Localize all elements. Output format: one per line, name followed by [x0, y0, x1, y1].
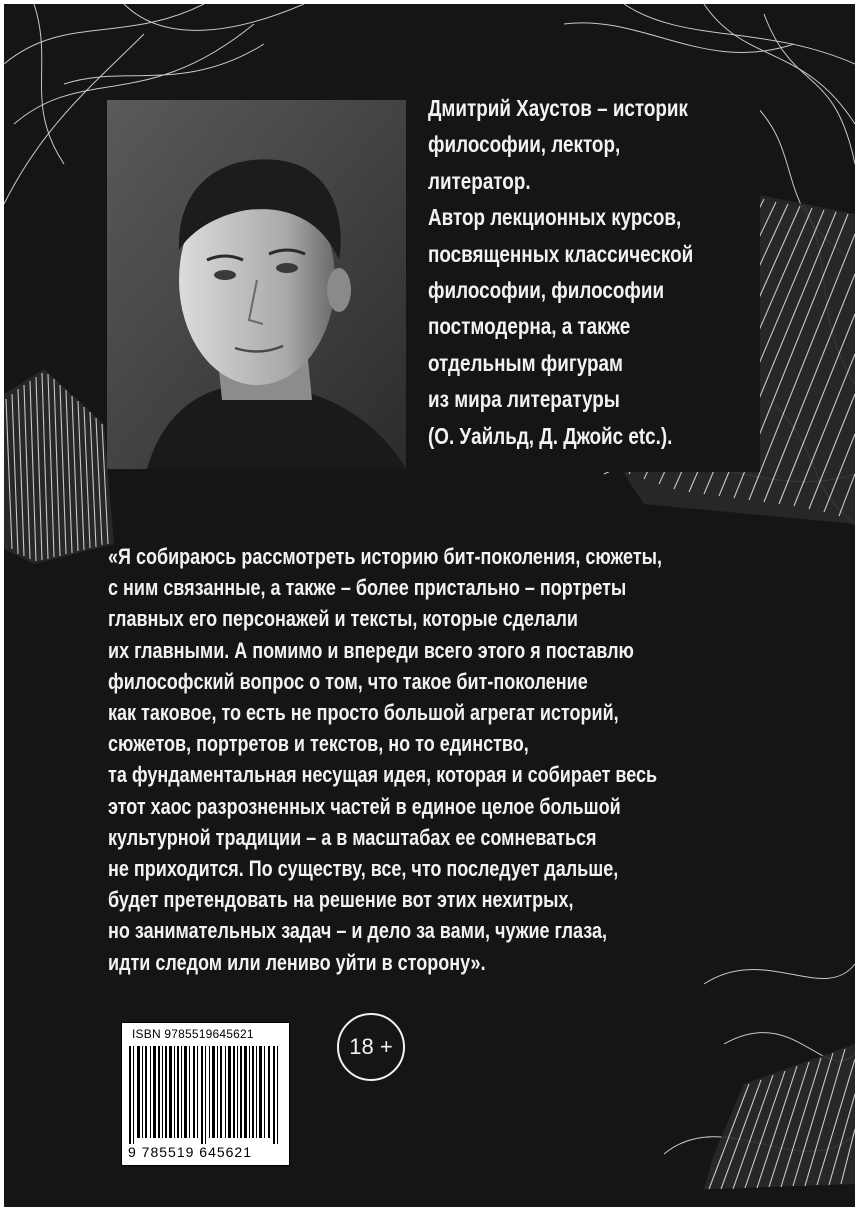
hatched-shape-bottom-right — [704, 1044, 855, 1189]
bio-line: отдельным фигурам — [428, 349, 623, 376]
author-portrait-image — [107, 100, 406, 469]
book-quote — [108, 541, 662, 978]
author-photo — [107, 100, 406, 469]
bio-line: литератор. — [428, 167, 531, 194]
isbn-digits: 9 785519 645621 — [128, 1144, 252, 1160]
quote-line: но занимательных задач – и дело за вами, чужие глаза, — [108, 918, 607, 944]
bio-line: философии, философии — [428, 277, 665, 304]
bio-line: постмодерна, а также — [428, 313, 631, 340]
quote-line: философский вопрос о том, что такое бит-поколение — [108, 668, 588, 694]
bio-line: посвященных классической — [428, 240, 694, 267]
bio-line: из мира литературы — [428, 386, 620, 413]
quote-line: культурной традиции – а в масштабах ее сомневаться — [108, 824, 597, 850]
quote-line: «Я собираюсь рассмотреть историю бит-поколения, сюжеты, — [108, 544, 663, 569]
quote-line: сюжетов, портретов и текстов, но то единство, — [108, 731, 529, 757]
bio-line: (О. Уайльд, Д. Джойс etc.). — [428, 422, 673, 449]
quote-line: не приходится. По существу, все, что последует дальше, — [108, 856, 619, 882]
barcode-bars — [129, 1046, 281, 1144]
quote-line: будет претендовать на решение вот этих нехитрых, — [108, 887, 574, 913]
quote-line: главных его персонажей и тексты, которые сделали — [108, 606, 578, 632]
bio-line: философии, лектор, — [428, 131, 621, 158]
isbn-barcode — [121, 1022, 290, 1166]
bio-line: Дмитрий Хаустов – историк — [428, 95, 688, 121]
book-back-cover — [4, 4, 855, 1207]
quote-line: идти следом или лениво уйти в сторону». — [108, 949, 486, 975]
author-bio — [428, 90, 772, 454]
quote-line: этот хаос разрозненных частей в единое целое большой — [108, 793, 621, 819]
bio-line: Автор лекционных курсов, — [428, 204, 682, 231]
age-rating-text: 18 + — [349, 1034, 393, 1059]
quote-line: как таковое, то есть не просто большой агрегат историй, — [108, 700, 619, 726]
age-rating-badge — [337, 1013, 405, 1081]
quote-line: с ним связанные, а также – более пристально – портреты — [108, 575, 627, 601]
quote-line: та фундаментальная несущая идея, которая и собирает весь — [108, 762, 658, 788]
isbn-label: ISBN 9785519645621 — [132, 1027, 254, 1041]
hatched-shape-left — [4, 369, 114, 564]
quote-line: их главными. А помимо и впереди всего этого я поставлю — [108, 637, 634, 663]
